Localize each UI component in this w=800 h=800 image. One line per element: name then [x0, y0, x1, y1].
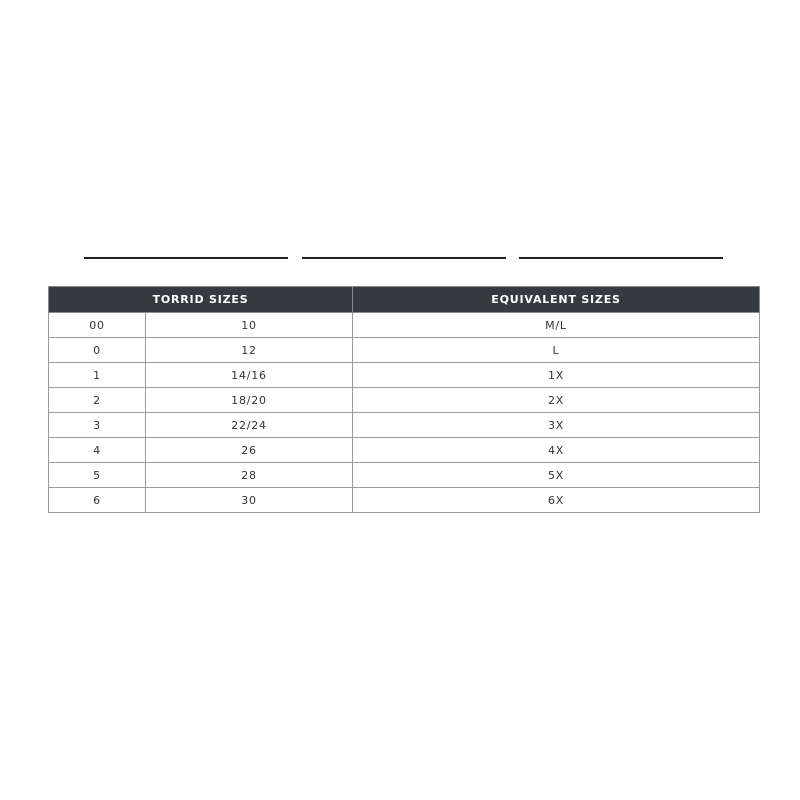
table-row — [49, 438, 760, 463]
tab-underline-1 — [84, 257, 288, 259]
table-row — [49, 413, 760, 438]
table-header-row — [49, 287, 760, 313]
equivalent-size-cell: 5X — [353, 463, 760, 488]
equivalent-size-cell: 6X — [353, 488, 760, 513]
torrid-size-cell: 5 — [49, 463, 146, 488]
header-equivalent-sizes: EQUIVALENT SIZES — [353, 287, 760, 313]
table-row — [49, 338, 760, 363]
size-chart-table — [48, 286, 760, 513]
torrid-size-cell: 6 — [49, 488, 146, 513]
equivalent-size-cell: 2X — [353, 388, 760, 413]
table-row — [49, 463, 760, 488]
numeric-size-cell: 22/24 — [146, 413, 353, 438]
torrid-size-cell: 4 — [49, 438, 146, 463]
numeric-size-cell: 18/20 — [146, 388, 353, 413]
numeric-size-cell: 12 — [146, 338, 353, 363]
torrid-size-cell: 00 — [49, 313, 146, 338]
torrid-size-cell: 2 — [49, 388, 146, 413]
numeric-size-cell: 14/16 — [146, 363, 353, 388]
numeric-size-cell: 28 — [146, 463, 353, 488]
table-row — [49, 363, 760, 388]
table-row — [49, 488, 760, 513]
equivalent-size-cell: L — [353, 338, 760, 363]
equivalent-size-cell: 1X — [353, 363, 760, 388]
equivalent-size-cell: 4X — [353, 438, 760, 463]
torrid-size-cell: 3 — [49, 413, 146, 438]
table-row — [49, 388, 760, 413]
numeric-size-cell: 26 — [146, 438, 353, 463]
header-torrid-sizes: TORRID SIZES — [49, 287, 353, 313]
torrid-size-cell: 0 — [49, 338, 146, 363]
equivalent-size-cell: 3X — [353, 413, 760, 438]
equivalent-size-cell: M/L — [353, 313, 760, 338]
tab-underline-2 — [302, 257, 506, 259]
numeric-size-cell: 30 — [146, 488, 353, 513]
tab-underline-3 — [519, 257, 723, 259]
table-row — [49, 313, 760, 338]
numeric-size-cell: 10 — [146, 313, 353, 338]
torrid-size-cell: 1 — [49, 363, 146, 388]
